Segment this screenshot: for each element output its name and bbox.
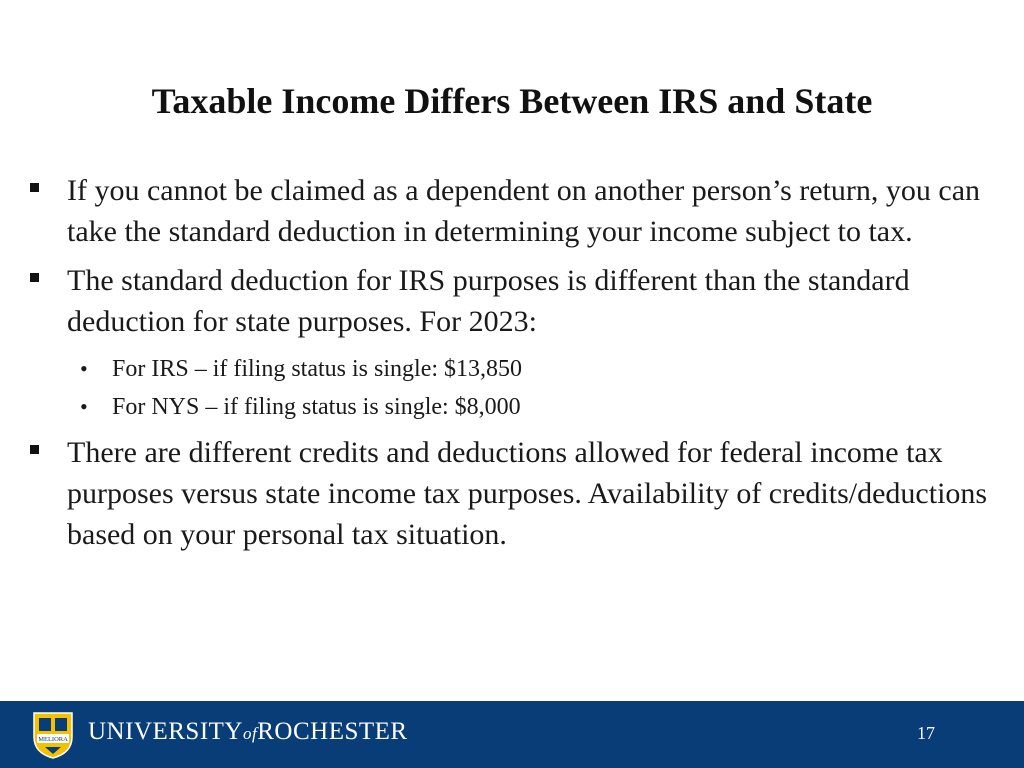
wordmark-left: UNIVERSITY	[88, 718, 243, 745]
page-number: 17	[917, 723, 935, 743]
bullet-text: There are different credits and deductions allowed for federal income tax purposes versus state income tax purposes. Availability of credits/deductions based on your personal tax situation.	[67, 436, 988, 551]
seal-motto: MELIORA	[38, 736, 68, 743]
slide-title: Taxable Income Differs Between IRS and State	[151, 81, 873, 121]
square-bullet-icon	[30, 183, 39, 192]
sub-bullet-text: For NYS – if filing status is single: $8,000	[112, 394, 521, 420]
wordmark-of: of	[243, 724, 258, 743]
square-bullet-icon	[30, 273, 39, 282]
square-bullet-icon	[30, 445, 39, 454]
sub-bullet-item	[30, 350, 1005, 388]
university-wordmark	[88, 718, 408, 746]
bullet-text: If you cannot be claimed as a dependent on another person’s return, you can take the standard deduction in determining your income subject to tax.	[67, 174, 981, 248]
bullet-item	[30, 260, 1005, 342]
wordmark-right: ROCHESTER	[257, 718, 408, 745]
university-seal-icon	[30, 709, 76, 759]
sub-bullet-text: For IRS – if filing status is single: $13,850	[112, 356, 523, 382]
sub-bullet-item	[30, 388, 1005, 426]
sub-bullet-list	[30, 350, 1005, 426]
round-bullet-icon: •	[80, 394, 88, 419]
bullet-item	[30, 432, 1005, 555]
round-bullet-icon: •	[80, 356, 88, 381]
footer-bar	[0, 701, 1024, 768]
slide-content	[30, 170, 1005, 563]
bullet-text: The standard deduction for IRS purposes is different than the standard deduction for state purposes. For 2023:	[67, 264, 910, 338]
bullet-item	[30, 170, 1005, 252]
